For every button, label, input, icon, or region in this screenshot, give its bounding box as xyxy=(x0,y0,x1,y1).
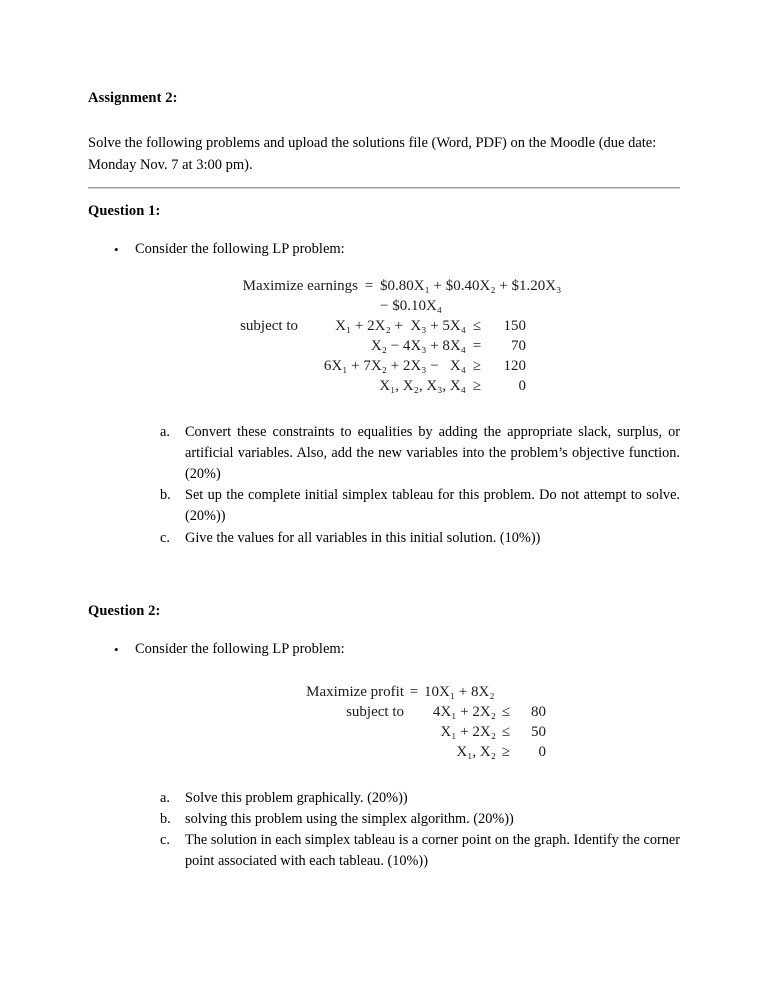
constraint-row-3 xyxy=(300,743,680,763)
constraint-lhs: X₂ − 4X₃ + 8X₄ xyxy=(370,337,466,354)
list-marker: b. xyxy=(160,487,171,504)
subject-to-label: subject to xyxy=(240,318,298,335)
spacer xyxy=(88,397,680,422)
intro-paragraph: Solve the following problems and upload the solutions file (Word, PDF) on the Moodle (due date: Monday Nov. 7 at 3:00 pm). xyxy=(88,134,657,173)
constraint-relation: ≤ xyxy=(501,724,511,741)
list-item-text: Convert these constraints to equalities by adding the appropriate slack, surplus, or artificial variables. Also, add the new variables into the problem’s objective function. (20%) xyxy=(185,423,680,483)
spacer xyxy=(88,189,680,203)
list-item xyxy=(88,830,680,872)
question-2-sub-questions xyxy=(88,788,680,873)
constraint-relation: ≤ xyxy=(472,318,482,335)
spacer xyxy=(88,107,680,132)
list-item xyxy=(88,528,680,549)
objective-equals-sign: = xyxy=(409,684,419,701)
constraint-lhs: X₁, X₂ xyxy=(456,743,496,760)
constraint-rhs: 0 xyxy=(518,377,526,394)
constraint-row-4 xyxy=(206,377,680,397)
objective-expression-line-1: $0.80X₁ + $0.40X₂ + $1.20X₃ xyxy=(380,278,562,295)
list-item xyxy=(88,639,680,661)
question-2-heading: Question 2: xyxy=(88,602,161,619)
list-item-text: Give the values for all variables in this initial solution. (10%)) xyxy=(185,529,541,546)
constraint-rhs: 50 xyxy=(531,724,546,741)
constraint-row-1 xyxy=(300,703,680,723)
constraint-rhs: 0 xyxy=(538,743,546,760)
list-item xyxy=(88,809,680,830)
constraint-row-3 xyxy=(206,357,680,377)
constraint-rhs: 70 xyxy=(511,337,526,354)
list-marker: b. xyxy=(160,811,171,828)
list-item-text: Solve this problem graphically. (20%)) xyxy=(185,789,408,806)
bullet-icon: • xyxy=(114,242,119,258)
constraint-lhs: 4X₁ + 2X₂ xyxy=(432,704,496,721)
list-marker: a. xyxy=(160,789,170,806)
spacer xyxy=(88,619,680,639)
document-content xyxy=(88,90,680,873)
objective-expression: 10X₁ + 8X₂ xyxy=(424,684,495,701)
list-item-label: Consider the following LP problem: xyxy=(135,641,345,658)
constraint-relation: ≤ xyxy=(501,704,511,721)
objective-equals-sign: = xyxy=(364,278,374,295)
constraint-relation: = xyxy=(472,337,482,354)
objective-expression-line-2: − $0.10X₄ xyxy=(380,298,443,315)
objective-function-row xyxy=(300,683,680,703)
question-1-heading: Question 1: xyxy=(88,202,161,219)
objective-label: Maximize profit xyxy=(306,684,404,701)
objective-label: Maximize earnings xyxy=(242,278,358,295)
list-marker: c. xyxy=(160,832,170,849)
constraint-relation: ≥ xyxy=(472,377,482,394)
spacer xyxy=(88,176,680,187)
list-item-label: Consider the following LP problem: xyxy=(135,241,345,258)
constraint-relation: ≥ xyxy=(501,743,511,760)
bullet-icon: • xyxy=(114,642,119,658)
subject-to-label: subject to xyxy=(346,704,404,721)
list-item xyxy=(88,485,680,527)
list-marker: c. xyxy=(160,529,170,546)
objective-function-row-continued xyxy=(206,297,680,317)
constraint-row-2 xyxy=(206,337,680,357)
constraint-row-1 xyxy=(206,317,680,337)
list-item-text: solving this problem using the simplex algorithm. (20%)) xyxy=(185,811,514,828)
spacer xyxy=(88,261,680,277)
question-1-equations xyxy=(206,277,680,397)
constraint-lhs: X₁ + 2X₂ xyxy=(440,724,496,741)
page-title: Assignment 2: xyxy=(88,90,178,106)
constraint-relation: ≥ xyxy=(472,357,482,374)
list-item xyxy=(88,788,680,809)
question-2-equations xyxy=(300,683,680,763)
objective-function-row xyxy=(206,277,680,297)
question-1-sub-questions xyxy=(88,422,680,549)
spacer xyxy=(88,219,680,239)
list-item xyxy=(88,239,680,261)
constraint-rhs: 80 xyxy=(531,704,546,721)
constraint-row-2 xyxy=(300,723,680,743)
list-item-text: The solution in each simplex tableau is a corner point on the graph. Identify the corner point associated with each tableau. (10%)) xyxy=(185,832,680,870)
constraint-lhs: X₁ + 2X₂ + X₃ + 5X₄ xyxy=(335,318,466,335)
list-item-text: Set up the complete initial simplex tableau for this problem. Do not attempt to solve. (20%)) xyxy=(185,487,680,525)
question-1-bullet-list xyxy=(88,239,680,261)
constraint-rhs: 150 xyxy=(503,318,526,335)
constraint-lhs: 6X₁ + 7X₂ + 2X₃ − X₄ xyxy=(323,357,466,374)
spacer xyxy=(88,661,680,683)
constraint-rhs: 120 xyxy=(503,357,526,374)
list-item xyxy=(88,422,680,485)
constraint-lhs: X₁, X₂, X₃, X₄ xyxy=(379,377,466,394)
question-2-bullet-list xyxy=(88,639,680,661)
spacer xyxy=(88,763,680,788)
spacer xyxy=(88,549,680,603)
list-marker: a. xyxy=(160,423,170,440)
